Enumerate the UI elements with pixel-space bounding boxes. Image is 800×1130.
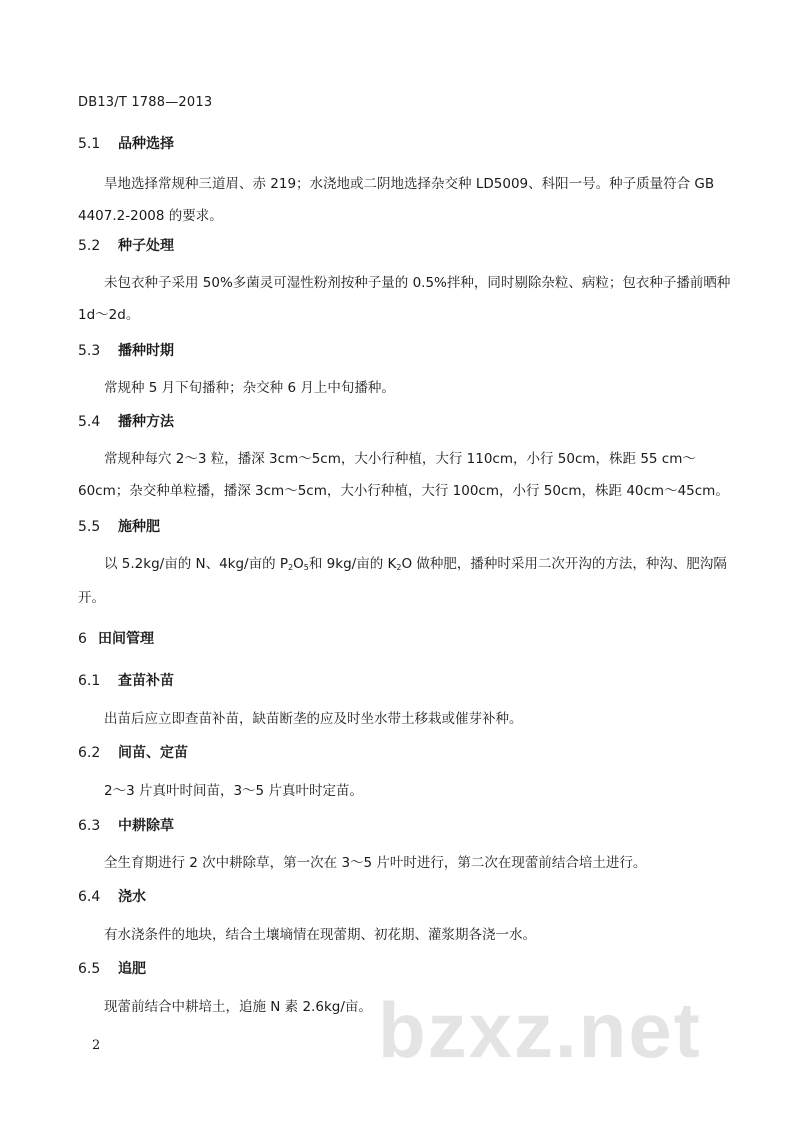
- section-heading: 6.3 中耕除草: [78, 818, 174, 834]
- section-paragraph: 常规种每穴 2～3 粒，播深 3cm～5cm，大小行种植，大行 110cm，小行 50cm，株距 55 cm～60cm；杂交种单粒播，播深 3cm～5cm，大小行种植，大行 100cm，小行 50cm，株距 40cm～45cm。: [78, 451, 729, 499]
- section-paragraph: 全生育期进行 2 次中耕除草，第一次在 3～5 片叶时进行，第二次在现蕾前结合培土进行。: [104, 855, 647, 871]
- section-paragraph: 现蕾前结合中耕培土，追施 N 素 2.6kg/亩。: [104, 999, 372, 1015]
- section-paragraph: 出苗后应立即查苗补苗，缺苗断垄的应及时坐水带土移栽或催芽补种。: [104, 711, 523, 727]
- section-heading: 5.2 种子处理: [78, 238, 174, 254]
- section-heading: 5.5 施种肥: [78, 519, 160, 535]
- chapter-heading: 6 田间管理: [78, 631, 154, 647]
- section-paragraph: 有水浇条件的地块，结合土壤墒情在现蕾期、初花期、灌浆期各浇一水。: [104, 927, 536, 943]
- section-paragraph: 常规种 5 月下旬播种；杂交种 6 月上中旬播种。: [104, 380, 395, 396]
- section-heading: 6.1 查苗补苗: [78, 673, 174, 689]
- section-heading: 6.2 间苗、定苗: [78, 745, 188, 761]
- document-code: DB13/T 1788—2013: [78, 95, 213, 110]
- section-paragraph: 2～3 片真叶时间苗，3～5 片真叶时定苗。: [104, 783, 363, 799]
- watermark: bzxz.net: [378, 986, 702, 1074]
- page-number: 2: [92, 1038, 101, 1053]
- section-heading: 5.3 播种时期: [78, 343, 174, 359]
- section-paragraph: 旱地选择常规种三道眉、赤 219；水浇地或二阴地选择杂交种 LD5009、科阳一号。种子质量符合 GB 4407.2-2008 的要求。: [78, 176, 715, 224]
- section-heading: 6.4 浇水: [78, 889, 146, 905]
- section-paragraph: 以 5.2kg/亩的 N、4kg/亩的 $P_2O_5$和 9kg/亩的 $K_2O$ 做种肥，播种时采用二次开沟的方法，种沟、肥沟隔开。: [78, 556, 727, 606]
- section-heading: 6.5 追肥: [78, 961, 146, 977]
- section-paragraph: 未包衣种子采用 50%多菌灵可湿性粉剂按种子量的 0.5%拌种，同时剔除杂粒、病粒；包衣种子播前晒种 1d～2d。: [78, 275, 731, 323]
- section-heading: 5.1 品种选择: [78, 136, 174, 152]
- section-heading: 5.4 播种方法: [78, 414, 174, 430]
